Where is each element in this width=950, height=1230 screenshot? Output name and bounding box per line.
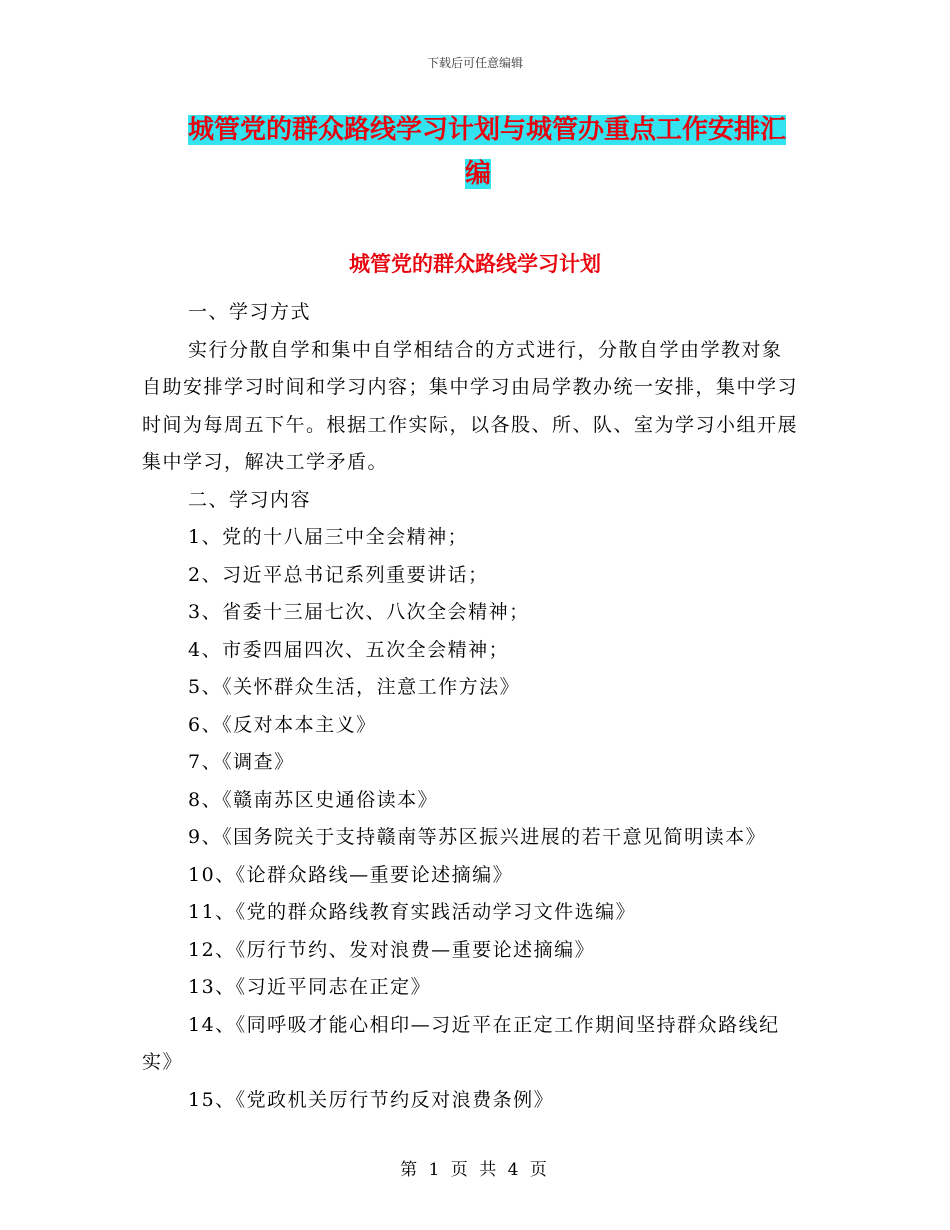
section-title: 城管党的群众路线学习计划 xyxy=(349,251,601,276)
list-item: 8、《赣南苏区史通俗读本》 xyxy=(188,788,439,811)
study-method-heading: 一、学习方式 xyxy=(188,301,312,323)
list-item: 13、《习近平同志在正定》 xyxy=(188,976,432,998)
document-title-line1: 城管党的群众路线学习计划与城管办重点工作安排汇 xyxy=(188,115,787,145)
list-item: 11、《党的群众路线教育实践活动学习文件选编》 xyxy=(188,901,637,923)
list-item: 14、《同呼吸才能心相印—习近平在正定工作期间坚持群众路线纪实》 xyxy=(142,1013,780,1073)
list-item: 3、省委十三届七次、八次全会精神； xyxy=(188,601,530,623)
document-body xyxy=(142,294,802,1119)
document-title-line2: 编 xyxy=(464,159,491,189)
page-footer: 第 1 页 共 4 页 xyxy=(400,1160,550,1180)
list-item: 6、《反对本本主义》 xyxy=(188,713,377,736)
study-method-paragraph: 实行分散自学和集中自学相结合的方式进行，分散自学由学教对象自助安排学习时间和学习内容；集中学习由局学教办统一安排，集中学习时间为每周五下午。根据工作实际，以各股、所、队、室为学习小组开展集中学习，解决工学矛盾。 xyxy=(142,338,799,473)
study-content-heading: 二、学习内容 xyxy=(188,488,312,511)
list-item: 4、市委四届四次、五次全会精神； xyxy=(188,638,510,661)
list-item: 7、《调查》 xyxy=(188,751,295,773)
document-title xyxy=(188,108,808,196)
list-item: 2、习近平总书记系列重要讲话； xyxy=(188,563,489,586)
list-item: 9、《国务院关于支持赣南等苏区振兴进展的若干意见简明读本》 xyxy=(188,826,767,848)
list-item: 1、党的十八届三中全会精神； xyxy=(188,526,469,548)
header-note: 下载后可任意编辑 xyxy=(426,56,523,70)
list-item: 15、《党政机关厉行节约反对浪费条例》 xyxy=(188,1088,555,1111)
list-item: 5、《关怀群众生活，注意工作方法》 xyxy=(188,676,521,698)
list-item: 10、《论群众路线—重要论述摘编》 xyxy=(188,863,514,886)
list-item: 12、《厉行节约、发对浪费—重要论述摘编》 xyxy=(188,938,596,961)
